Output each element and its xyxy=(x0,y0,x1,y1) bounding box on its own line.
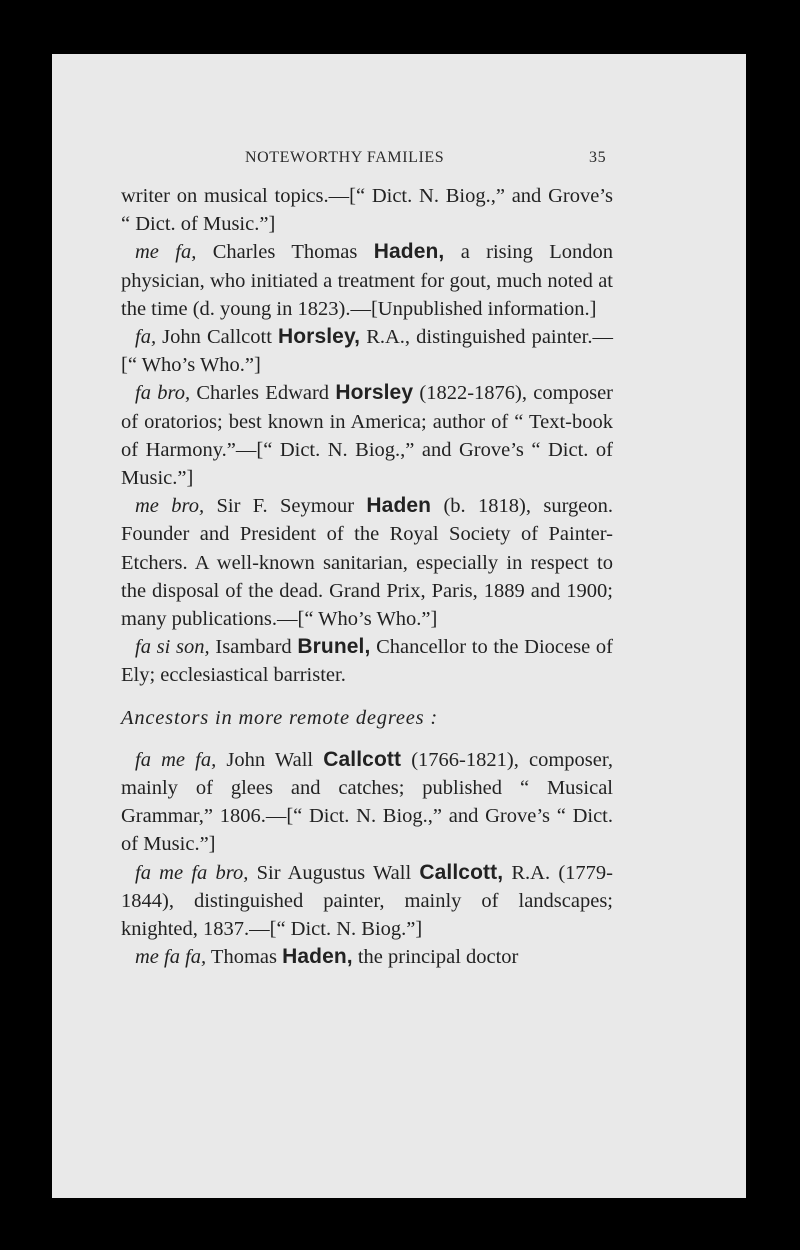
entry-brunel-isambard xyxy=(121,633,613,689)
book-page xyxy=(52,54,746,1198)
entry-text-post: (1822-1876), composer of oratorios; best known in America; author of “ Text-book of Harmony.”—[“ Dict. N. Biog.,” and Grove’s “ Dict. of Music.”] xyxy=(121,382,614,490)
entry-relation: fa si son, xyxy=(135,636,210,659)
entry-relation: fa me fa bro, xyxy=(135,861,249,884)
page-body xyxy=(121,182,613,971)
entry-callcott-augustus xyxy=(121,859,613,944)
entry-text-pre: Charles Thomas xyxy=(196,241,374,264)
entry-text-pre: Isambard xyxy=(209,636,298,659)
entry-surname: Horsley, xyxy=(277,325,361,349)
entry-surname: Callcott xyxy=(323,747,402,771)
running-head: NOTEWORTHY FAMILIES xyxy=(245,149,445,166)
entry-relation: me fa fa, xyxy=(135,946,207,969)
section-heading: Ancestors in more remote degrees : xyxy=(121,706,438,729)
entry-haden-seymour xyxy=(121,492,613,633)
continuation-text: writer on musical topics.—[“ Dict. N. Biog.,” and Grove’s “ Dict. of Music.”] xyxy=(121,185,613,236)
entry-text-post: a rising London physician, who initiated a treatment for gout, much noted at the time (d. young in 1823).—[Unpublished information.] xyxy=(121,241,613,320)
entry-text-pre: Thomas xyxy=(206,946,283,969)
entry-text-post: the principal doctor xyxy=(352,946,519,969)
entry-relation: fa bro, xyxy=(135,382,191,405)
entry-horsley-john xyxy=(121,323,613,379)
entry-text-pre: Charles Edward xyxy=(190,382,336,405)
entry-relation: me fa, xyxy=(135,241,197,264)
entry-text-post: (b. 1818), surgeon. Founder and President of the Royal Society of Painter-Etchers. A well-known sanitarian, especially in respect to the disposal of the dead. Grand Prix, Paris, 1889 and 1900; many publications.—[“ Who’s Who.”] xyxy=(121,495,613,631)
entry-surname: Brunel, xyxy=(297,635,371,659)
entry-text-post: R.A., distinguished painter.—[“ Who’s Who.”] xyxy=(121,326,613,377)
entry-surname: Haden, xyxy=(373,240,445,264)
entry-text-post: (1766-1821), composer, mainly of glees and catches; published “ Musical Grammar,” 1806.—[“ Dict. N. Biog.,” and Grove’s “ Dict. of Music.”] xyxy=(121,748,613,856)
entry-surname: Horsley xyxy=(335,381,414,405)
entry-haden-thomas xyxy=(121,943,613,971)
entry-text-post: R.A. (1779-1844), distinguished painter, mainly of landscapes; knighted, 1837.—[“ Dict. N. Biog.”] xyxy=(121,861,613,941)
entry-text-pre: John Wall xyxy=(216,748,324,771)
entry-text-pre: John Callcott xyxy=(156,326,278,349)
entry-relation: fa me fa, xyxy=(135,748,217,771)
page-number: 35 xyxy=(589,149,607,166)
entry-text-post: Chancellor to the Diocese of Ely; ecclesiastical barrister. xyxy=(121,636,613,687)
entry-surname: Callcott, xyxy=(419,860,504,884)
entry-haden-charles xyxy=(121,238,613,323)
entry-text-pre: Sir F. Seymour xyxy=(204,495,367,518)
entry-horsley-charles xyxy=(121,379,613,492)
entry-surname: Haden xyxy=(366,494,432,518)
entry-callcott-john xyxy=(121,746,613,859)
entry-relation: fa, xyxy=(135,326,157,349)
entry-surname: Haden, xyxy=(282,945,353,969)
entry-relation: me bro, xyxy=(135,495,205,518)
page-header xyxy=(52,149,746,173)
entry-text-pre: Sir Augustus Wall xyxy=(248,861,420,884)
